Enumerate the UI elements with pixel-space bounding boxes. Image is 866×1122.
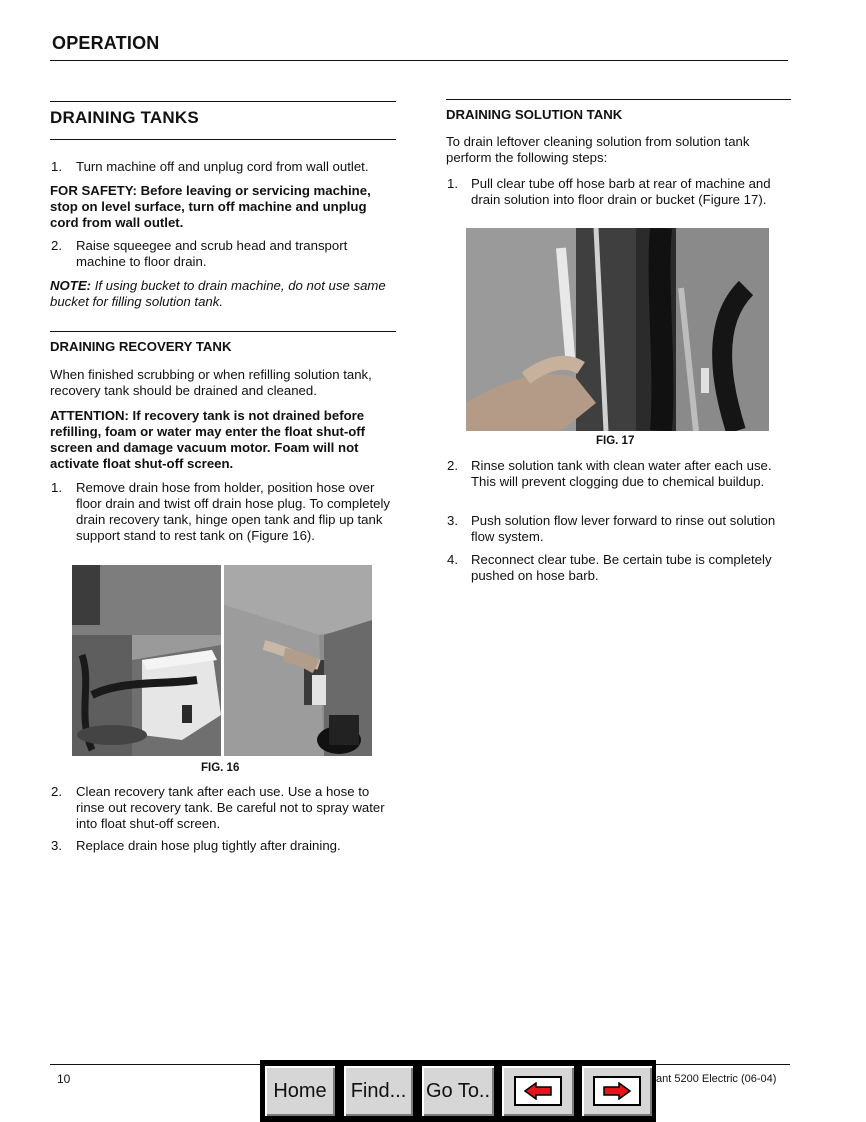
list-item: Remove drain hose from holder, position hose over floor drain and twist off drain hose plug. To completely drain recovery tank, hinge open tank and flip up tank support stand to rest tank on (Figure 16).: [76, 480, 390, 543]
list-item: Rinse solution tank with clean water after each use. This will prevent clogging due to chemical buildup.: [471, 458, 772, 489]
find-button[interactable]: Find...: [342, 1064, 415, 1118]
previous-page-button[interactable]: [500, 1064, 576, 1118]
list-number: 2.: [447, 458, 458, 473]
list-number: 3.: [447, 513, 458, 528]
left-top-rule: [50, 101, 396, 102]
note-text: If using bucket to drain machine, do not use same bucket for filling solution tank.: [50, 278, 386, 309]
figure-17-caption: FIG. 17: [596, 435, 635, 447]
recovery-intro: When finished scrubbing or when refilling solution tank, recovery tank should be drained and cleaned.: [50, 367, 372, 398]
list-number: 2.: [51, 784, 62, 799]
solution-heading: DRAINING SOLUTION TANK: [446, 107, 623, 122]
list-item: Push solution flow lever forward to rinse out solution flow system.: [471, 513, 776, 544]
list-number: 4.: [447, 552, 458, 567]
figure-16-caption: FIG. 16: [201, 762, 240, 774]
recovery-rule: [50, 331, 396, 332]
list-number: 2.: [51, 238, 62, 253]
list-item: Turn machine off and unplug cord from wall outlet.: [76, 159, 369, 174]
list-number: 1.: [51, 480, 62, 495]
figure-17-photo: [466, 228, 769, 431]
list-number: 1.: [51, 159, 62, 174]
figure-16-photo-right: [224, 565, 372, 756]
goto-button[interactable]: Go To..: [420, 1064, 496, 1118]
page-title: OPERATION: [52, 33, 160, 53]
figure-16-photo-left: [72, 565, 221, 756]
document-reference: ant 5200 Electric (06-04): [656, 1073, 777, 1085]
page-number: 10: [57, 1072, 71, 1086]
list-number: 3.: [51, 838, 62, 853]
list-item: Clean recovery tank after each use. Use a hose to rinse out recovery tank. Be careful not to spray water into float shut-off screen.: [76, 784, 385, 831]
list-item: Raise squeegee and scrub head and transport machine to floor drain.: [76, 238, 348, 269]
right-top-rule: [446, 99, 791, 100]
list-item: Reconnect clear tube. Be certain tube is completely pushed on hose barb.: [471, 552, 772, 583]
list-number: 1.: [447, 176, 458, 191]
home-button[interactable]: Home: [263, 1064, 337, 1118]
right-arrow-icon: [593, 1076, 641, 1106]
left-title-rule: [50, 139, 396, 140]
draining-tanks-title: DRAINING TANKS: [50, 108, 199, 127]
recovery-heading: DRAINING RECOVERY TANK: [50, 339, 232, 354]
note: [50, 278, 390, 310]
header-rule: [50, 60, 788, 61]
list-item: Pull clear tube off hose barb at rear of machine and drain solution into floor drain or bucket (Figure 17).: [471, 176, 771, 207]
solution-intro: To drain leftover cleaning solution from solution tank perform the following steps:: [446, 134, 750, 165]
list-item: Replace drain hose plug tightly after draining.: [76, 838, 341, 853]
note-label: NOTE:: [50, 278, 92, 293]
attention-warning: ATTENTION: If recovery tank is not drained before refilling, foam or water may enter the float shut-off screen and damage vacuum motor. Foam will not activate float shut-off screen.: [50, 408, 366, 471]
safety-warning: FOR SAFETY: Before leaving or servicing machine, stop on level surface, turn off machine and unplug cord from wall outlet.: [50, 183, 371, 230]
left-arrow-icon: [514, 1076, 562, 1106]
next-page-button[interactable]: [580, 1064, 654, 1118]
